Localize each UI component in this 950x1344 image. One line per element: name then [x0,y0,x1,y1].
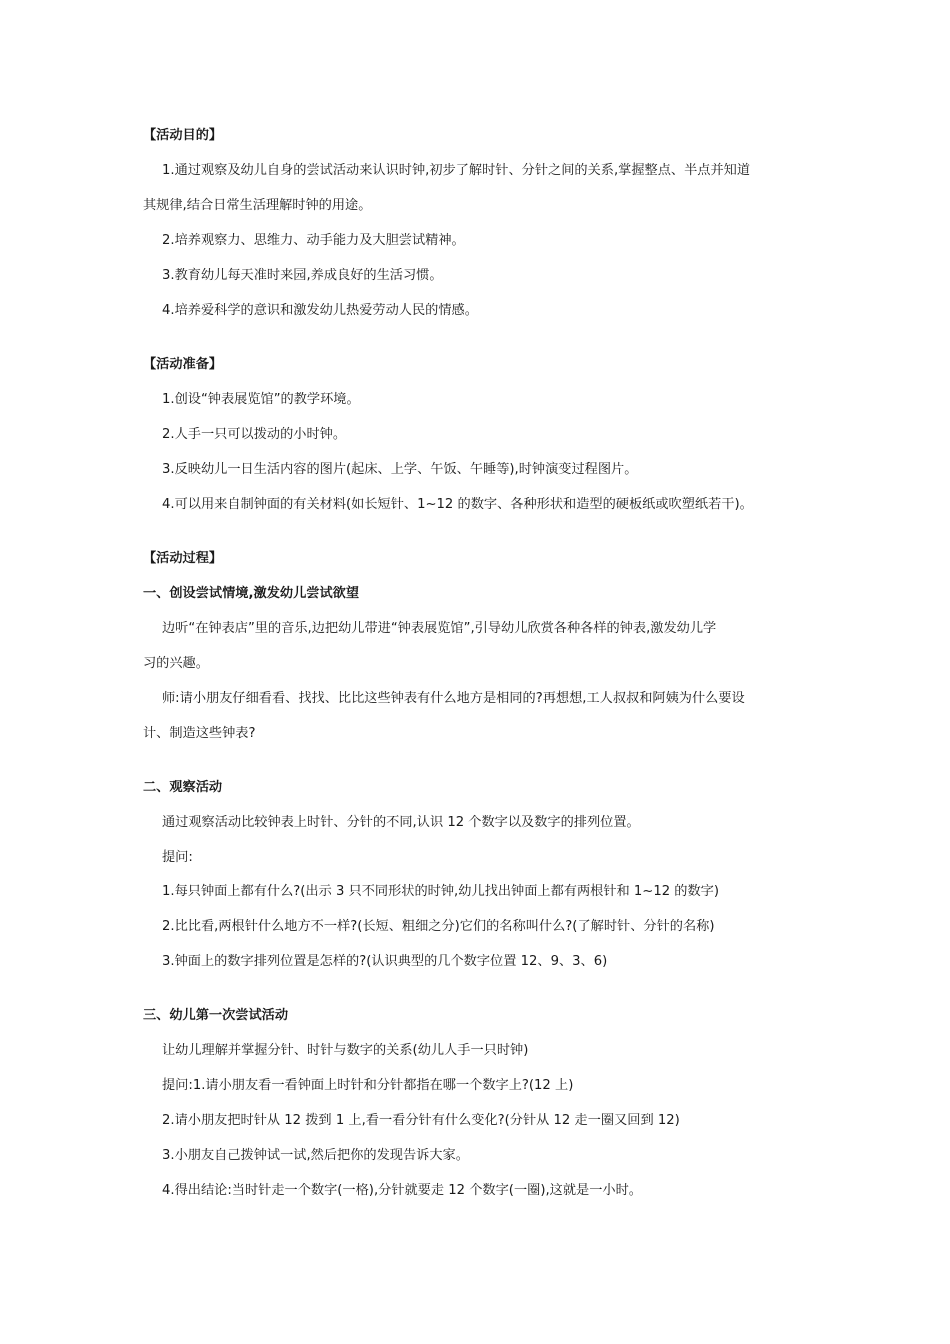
prep-item-3: 3.反映幼儿一日生活内容的图片(起床、上学、午饭、午睡等),时钟演变过程图片。 [162,462,638,477]
goal-item-3: 3.教育幼儿每天准时来园,养成良好的生活习惯。 [162,268,443,283]
heading-activity-goals: 【活动目的】 [143,128,223,143]
step-1-paragraph-1-cont: 习的兴趣。 [143,656,209,671]
prep-item-1: 1.创设“钟表展览馆”的教学环境。 [162,392,360,407]
step-1-paragraph-2-cont: 计、制造这些钟表? [143,726,256,741]
goal-item-4: 4.培养爱科学的意识和激发幼儿热爱劳动人民的情感。 [162,303,478,318]
step-2-question-1: 1.每只钟面上都有什么?(出示 3 只不同形状的时钟,幼儿找出钟面上都有两根针和 1~12 的数字) [162,884,720,899]
step-3-question-3: 3.小朋友自己拨钟试一试,然后把你的发现告诉大家。 [162,1148,469,1163]
step-2-intro: 通过观察活动比较钟表上时针、分针的不同,认识 12 个数字以及数字的排列位置。 [162,815,640,830]
prep-item-4: 4.可以用来自制钟面的有关材料(如长短针、1~12 的数字、各种形状和造型的硬板纸或吹塑纸若干)。 [162,497,753,512]
subheading-step-1: 一、创设尝试情境,激发幼儿尝试欲望 [143,586,360,601]
step-3-question-1: 提问:1.请小朋友看一看钟面上时针和分针都指在哪一个数字上?(12 上) [162,1078,574,1093]
step-3-question-2: 2.请小朋友把时针从 12 拨到 1 上,看一看分针有什么变化?(分针从 12 走一圈又回到 12) [162,1113,680,1128]
prep-item-2: 2.人手一只可以拨动的小时钟。 [162,427,347,442]
goal-item-2: 2.培养观察力、思维力、动手能力及大胆尝试精神。 [162,233,465,248]
step-2-question-3: 3.钟面上的数字排列位置是怎样的?(认识典型的几个数字位置 12、9、3、6) [162,954,608,969]
step-1-paragraph-2: 师:请小朋友仔细看看、找找、比比这些钟表有什么地方是相同的?再想想,工人叔叔和阿姨为什么要设 [162,691,745,706]
goal-item-1: 1.通过观察及幼儿自身的尝试活动来认识时钟,初步了解时针、分针之间的关系,掌握整点、半点并知道 [162,163,751,178]
step-2-question-label: 提问: [162,850,193,865]
step-1-paragraph-1: 边听“在钟表店”里的音乐,边把幼儿带进“钟表展览馆”,引导幼儿欣赏各种各样的钟表,激发幼儿学 [162,621,717,636]
subheading-step-2: 二、观察活动 [143,780,223,795]
step-3-conclusion: 4.得出结论:当时针走一个数字(一格),分针就要走 12 个数字(一圈),这就是一小时。 [162,1183,642,1198]
goal-item-1-cont: 其规律,结合日常生活理解时钟的用途。 [143,198,372,213]
heading-activity-process: 【活动过程】 [143,551,223,566]
subheading-step-3: 三、幼儿第一次尝试活动 [143,1008,289,1023]
step-2-question-2: 2.比比看,两根针什么地方不一样?(长短、粗细之分)它们的名称叫什么?(了解时针、分针的名称) [162,919,715,934]
step-3-intro: 让幼儿理解并掌握分针、时针与数字的关系(幼儿人手一只时钟) [162,1043,529,1058]
heading-activity-preparation: 【活动准备】 [143,357,223,372]
